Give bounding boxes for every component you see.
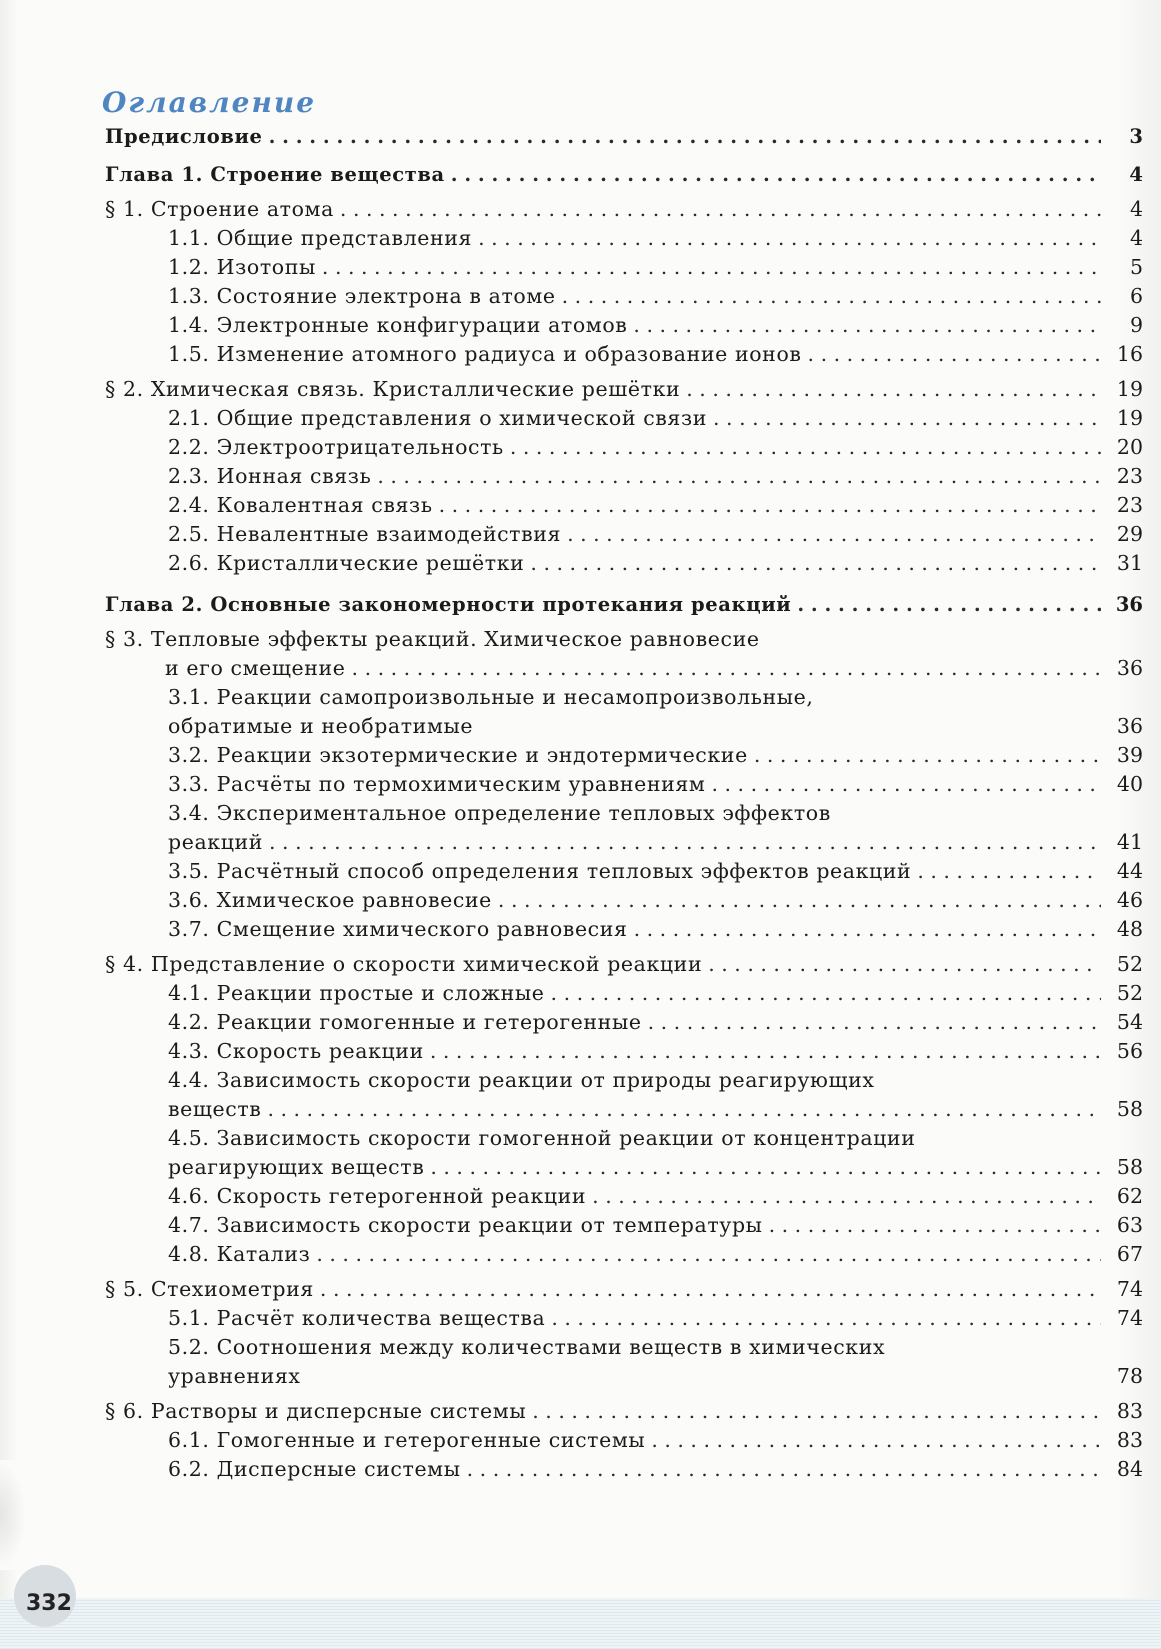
entry-page: 58 xyxy=(1116,1097,1143,1121)
entry-page: 20 xyxy=(1116,435,1143,459)
leader-dots xyxy=(713,404,1101,433)
entry-label: реакций xyxy=(168,830,263,854)
leader-dots xyxy=(651,1426,1101,1455)
entry-page: 23 xyxy=(1116,493,1143,517)
entry-label: § 5. Стехиометрия xyxy=(105,1277,314,1301)
entry-page: 58 xyxy=(1116,1155,1143,1179)
entry-page: 84 xyxy=(1116,1457,1143,1481)
toc-entry-section-2[interactable] xyxy=(105,375,1145,404)
entry-page: 63 xyxy=(1116,1213,1143,1237)
toc-entry-subsection[interactable] xyxy=(105,224,1145,253)
leader-dots xyxy=(377,462,1101,491)
entry-page: 4 xyxy=(1129,197,1143,221)
toc-entry-subsection[interactable] xyxy=(105,462,1145,491)
entry-label: 2.2. Электроотрицательность xyxy=(168,435,504,459)
entry-page: 74 xyxy=(1116,1277,1143,1301)
entry-label: веществ xyxy=(168,1097,262,1121)
entry-page: 67 xyxy=(1116,1242,1143,1266)
leader-dots xyxy=(467,1455,1101,1484)
entry-page: 44 xyxy=(1116,859,1143,883)
entry-page: 6 xyxy=(1129,284,1143,308)
entry-first-line: 4.4. Зависимость скорости реакции от природы реагирующих xyxy=(168,1068,875,1092)
entry-label: 4.2. Реакции гомогенные и гетерогенные xyxy=(168,1010,642,1034)
entry-page: 78 xyxy=(1116,1364,1143,1388)
leader-dots xyxy=(451,160,1101,189)
leader-dots xyxy=(267,1095,1101,1124)
entry-label: 4.7. Зависимость скорости реакции от температуры xyxy=(168,1213,763,1237)
leader-dots xyxy=(430,1153,1101,1182)
toc-entry-section-1[interactable] xyxy=(105,195,1145,224)
entry-label: и его смещение xyxy=(165,656,346,680)
entry-page: 52 xyxy=(1116,981,1143,1005)
toc-entry-subsection[interactable] xyxy=(105,886,1145,915)
toc-entry-subsection[interactable] xyxy=(105,1153,1145,1182)
toc-entry-subsection[interactable] xyxy=(105,1362,1145,1391)
toc-entry-subsection[interactable] xyxy=(105,282,1145,311)
toc-entry-subsection[interactable] xyxy=(105,491,1145,520)
entry-first-line: 4.5. Зависимость скорости гомогенной реакции от концентрации xyxy=(168,1126,916,1150)
leader-dots xyxy=(808,340,1101,369)
toc-entry-subsection[interactable] xyxy=(105,1095,1145,1124)
leader-dots xyxy=(340,195,1101,224)
leader-dots xyxy=(551,1304,1101,1333)
toc-entry-preface[interactable] xyxy=(105,122,1145,151)
toc-entry-subsection[interactable] xyxy=(105,1240,1145,1269)
entry-page: 19 xyxy=(1116,377,1143,401)
toc-entry-section-4[interactable] xyxy=(105,950,1145,979)
leader-dots xyxy=(532,1397,1101,1426)
leader-dots xyxy=(648,1008,1101,1037)
toc-entry-subsection[interactable] xyxy=(105,340,1145,369)
toc-entry-subsection[interactable] xyxy=(105,712,1145,741)
leader-dots xyxy=(320,1275,1101,1304)
leader-dots xyxy=(754,741,1101,770)
entry-label: 1.1. Общие представления xyxy=(168,226,473,250)
entry-label: 5.1. Расчёт количества вещества xyxy=(168,1306,546,1330)
toc-entry-subsection[interactable] xyxy=(105,1037,1145,1066)
leader-dots xyxy=(633,311,1101,340)
toc-entry-subsection[interactable] xyxy=(105,1304,1145,1333)
leader-dots xyxy=(430,1037,1101,1066)
entry-page: 16 xyxy=(1116,342,1143,366)
entry-page: 83 xyxy=(1116,1399,1143,1423)
toc-entry-subsection[interactable] xyxy=(105,828,1145,857)
entry-label: 2.4. Ковалентная связь xyxy=(168,493,433,517)
entry-page: 40 xyxy=(1116,772,1143,796)
leader-dots xyxy=(551,979,1101,1008)
leader-dots xyxy=(352,654,1101,683)
toc-entry-section-5[interactable] xyxy=(105,1275,1145,1304)
entry-label: § 4. Представление о скорости химической реакции xyxy=(105,952,703,976)
entry-label: 2.3. Ионная связь xyxy=(168,464,372,488)
entry-first-line: 5.2. Соотношения между количествами веществ в химических xyxy=(168,1335,886,1359)
entry-page: 41 xyxy=(1116,830,1143,854)
entry-label: 2.1. Общие представления о химической связи xyxy=(168,406,708,430)
entry-page: 19 xyxy=(1116,406,1143,430)
leader-dots xyxy=(769,1211,1101,1240)
entry-page: 56 xyxy=(1116,1039,1143,1063)
toc-entry-subsection[interactable] xyxy=(105,915,1145,944)
leader-dots xyxy=(686,375,1101,404)
entry-label: 2.6. Кристаллические решётки xyxy=(168,551,525,575)
entry-label: 3.2. Реакции экзотермические и эндотермические xyxy=(168,743,748,767)
entry-first-line: § 3. Тепловые эффекты реакций. Химическое равновесие xyxy=(105,627,760,651)
leader-dots xyxy=(917,857,1101,886)
entry-label: 4.8. Катализ xyxy=(168,1242,311,1266)
toc-entry-subsection[interactable] xyxy=(105,1211,1145,1240)
entry-label: 1.5. Изменение атомного радиуса и образование ионов xyxy=(168,342,802,366)
entry-label: 1.3. Состояние электрона в атоме xyxy=(168,284,556,308)
entry-label: 3.3. Расчёты по термохимическим уравнениям xyxy=(168,772,706,796)
entry-label: Глава 2. Основные закономерности протекания реакций xyxy=(105,593,792,616)
toc-entry-chapter-1[interactable] xyxy=(105,160,1145,189)
toc-entry-subsection[interactable] xyxy=(105,433,1145,462)
leader-dots xyxy=(592,1182,1101,1211)
entry-label: Предисловие xyxy=(105,125,263,148)
entry-label: уравнениях xyxy=(168,1364,301,1388)
entry-first-line: 3.4. Экспериментальное определение тепловых эффектов xyxy=(168,801,831,825)
entry-page: 62 xyxy=(1116,1184,1143,1208)
entry-label: § 6. Растворы и дисперсные системы xyxy=(105,1399,527,1423)
toc-entry-subsection[interactable] xyxy=(105,857,1145,886)
leader-dots xyxy=(269,122,1101,151)
entry-page: 9 xyxy=(1129,313,1143,337)
entry-label: 6.1. Гомогенные и гетерогенные системы xyxy=(168,1428,646,1452)
entry-label: Глава 1. Строение вещества xyxy=(105,163,445,186)
toc-entry-subsection[interactable] xyxy=(105,1455,1145,1484)
table-of-contents xyxy=(102,84,1145,1484)
entry-page: 4 xyxy=(1129,226,1143,250)
leader-dots xyxy=(269,828,1101,857)
entry-label: 4.3. Скорость реакции xyxy=(168,1039,424,1063)
toc-entry-subsection[interactable] xyxy=(105,549,1145,578)
entry-page: 31 xyxy=(1116,551,1143,575)
entry-page: 36 xyxy=(1116,656,1143,680)
leader-dots xyxy=(478,224,1101,253)
entry-label: 6.2. Дисперсные системы xyxy=(168,1457,461,1481)
entry-label: 4.6. Скорость гетерогенной реакции xyxy=(168,1184,587,1208)
toc-entry-subsection[interactable] xyxy=(105,1008,1145,1037)
entry-first-line: 3.1. Реакции самопроизвольные и несамопроизвольные, xyxy=(168,685,814,709)
entry-label: 4.1. Реакции простые и сложные xyxy=(168,981,545,1005)
entry-page: 52 xyxy=(1116,952,1143,976)
entry-page: 48 xyxy=(1116,917,1143,941)
entry-page: 29 xyxy=(1116,522,1143,546)
entry-page: 36 xyxy=(1115,593,1143,616)
leader-dots xyxy=(530,549,1101,578)
toc-entry-subsection[interactable] xyxy=(105,1182,1145,1211)
footer-band xyxy=(0,1598,1161,1649)
leader-dots xyxy=(439,491,1101,520)
entry-label: § 1. Строение атома xyxy=(105,197,334,221)
page-binding-shadow xyxy=(0,1460,26,1570)
toc-title: Оглавление xyxy=(102,86,317,119)
leader-dots xyxy=(498,886,1101,915)
entry-page: 5 xyxy=(1129,255,1143,279)
leader-dots xyxy=(562,282,1101,311)
entry-page: 54 xyxy=(1116,1010,1143,1034)
toc-entry-subsection[interactable] xyxy=(105,1426,1145,1455)
toc-entry-subsection[interactable] xyxy=(105,253,1145,282)
toc-entry-section-6[interactable] xyxy=(105,1397,1145,1426)
entry-label: 1.4. Электронные конфигурации атомов xyxy=(168,313,628,337)
toc-entry-subsection[interactable] xyxy=(105,520,1145,549)
entry-page: 39 xyxy=(1116,743,1143,767)
toc-entry-subsection[interactable] xyxy=(105,770,1145,799)
leader-dots xyxy=(316,1240,1101,1269)
toc-entry-section-3[interactable] xyxy=(105,654,1145,683)
entry-label: 1.2. Изотопы xyxy=(168,255,316,279)
toc-entry-subsection[interactable] xyxy=(105,311,1145,340)
entry-page: 4 xyxy=(1129,163,1143,186)
leader-dots xyxy=(510,433,1101,462)
toc-entry-subsection[interactable] xyxy=(105,404,1145,433)
entry-label: § 2. Химическая связь. Кристаллические решётки xyxy=(105,377,681,401)
toc-entry-chapter-2[interactable] xyxy=(105,590,1145,619)
entry-label: 3.7. Смещение химического равновесия xyxy=(168,917,628,941)
leader-dots xyxy=(322,253,1101,282)
toc-entry-subsection[interactable] xyxy=(105,979,1145,1008)
entry-page: 46 xyxy=(1116,888,1143,912)
leader-dots xyxy=(708,950,1101,979)
entry-label: обратимые и необратимые xyxy=(168,714,474,738)
leader-dots xyxy=(711,770,1101,799)
leader-dots xyxy=(797,590,1101,619)
entry-page: 36 xyxy=(1116,714,1143,738)
page-number: 332 xyxy=(26,1591,72,1616)
entry-page: 74 xyxy=(1116,1306,1143,1330)
entry-label: реагирующих веществ xyxy=(168,1155,425,1179)
entry-page: 83 xyxy=(1116,1428,1143,1452)
entry-page: 23 xyxy=(1116,464,1143,488)
entry-page: 3 xyxy=(1129,125,1143,148)
entry-label: 3.6. Химическое равновесие xyxy=(168,888,492,912)
leader-dots xyxy=(634,915,1101,944)
entry-label: 2.5. Невалентные взаимодействия xyxy=(168,522,562,546)
toc-entry-subsection[interactable] xyxy=(105,741,1145,770)
leader-dots xyxy=(567,520,1101,549)
entry-label: 3.5. Расчётный способ определения тепловых эффектов реакций xyxy=(168,859,912,883)
